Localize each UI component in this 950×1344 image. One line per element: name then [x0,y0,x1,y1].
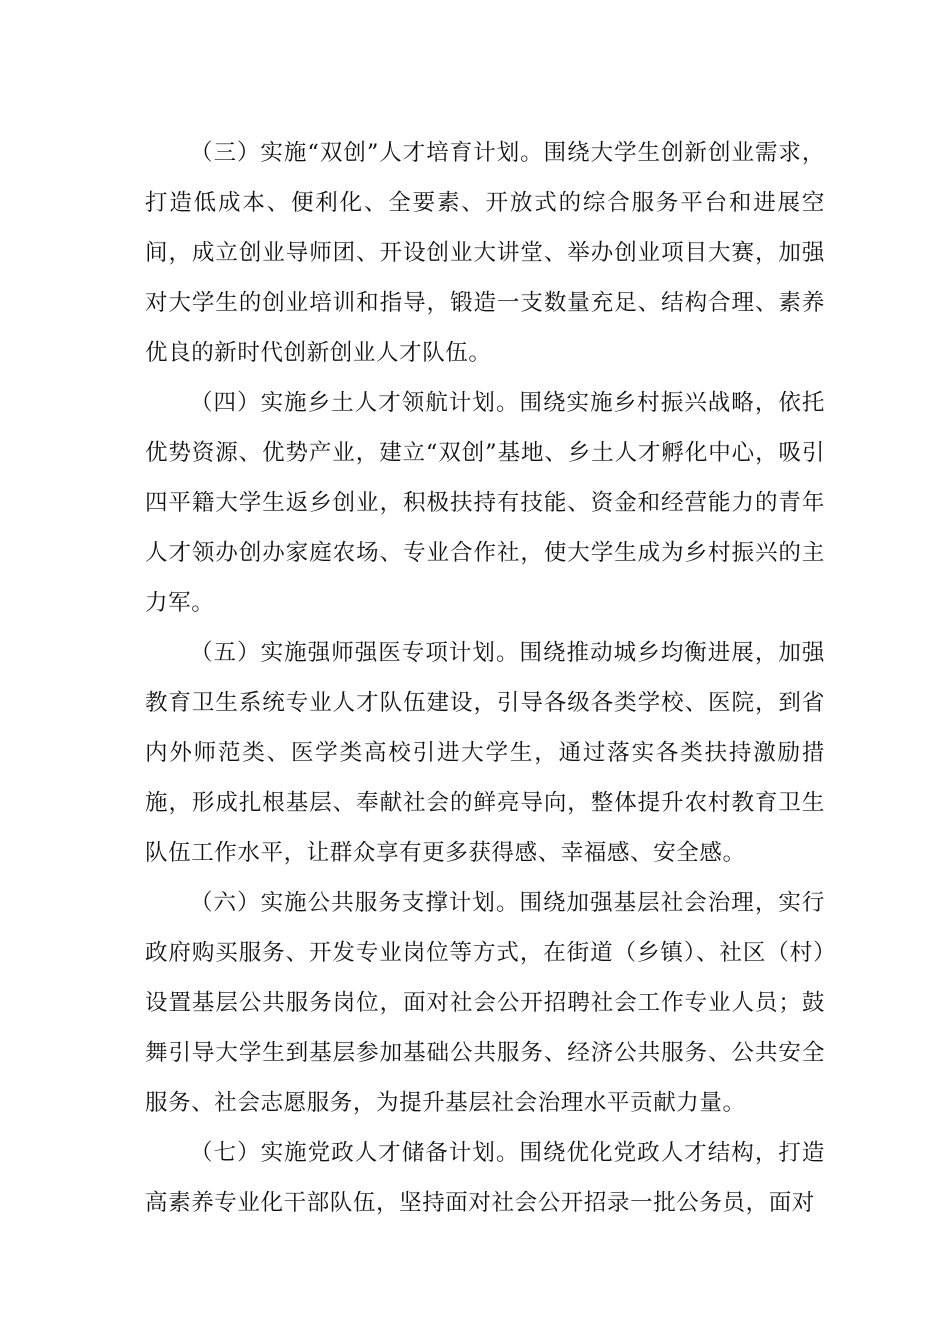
paragraph-6: （六）实施公共服务支撑计划。围绕加强基层社会治理，实行政府购买服务、开发专业岗位等方式，在街道（乡镇）、社区（村）设置基层公共服务岗位，面对社会公开招聘社会工作专业人员；鼓舞引导大学生到基层参加基础公共服务、经济公共服务、公共安全服务、社会志愿服务，为提升基层社会治理水平贡献力量。 [145,890,825,1116]
paragraph-5: （五）实施强师强医专项计划。围绕推动城乡均衡进展，加强教育卫生系统专业人才队伍建设，引导各级各类学校、医院，到省内外师范类、医学类高校引进大学生，通过落实各类扶持激励措施，形成扎根基层、奉献社会的鲜亮导向，整体提升农村教育卫生队伍工作水平，让群众享有更多获得感、幸福感、安全感。 [145,640,825,866]
paragraph-3: （三）实施“双创”人才培育计划。围绕大学生创新创业需求，打造低成本、便利化、全要素、开放式的综合服务平台和进展空间，成立创业导师团、开设创业大讲堂、举办创业项目大赛，加强对大学生的创业培训和指导，锻造一支数量充足、结构合理、素养优良的新时代创新创业人才队伍。 [145,140,825,366]
paragraph-4: （四）实施乡土人才领航计划。围绕实施乡村振兴战略，依托优势资源、优势产业，建立“双创”基地、乡土人才孵化中心，吸引四平籍大学生返乡创业，积极扶持有技能、资金和经营能力的青年人才领办创办家庭农场、专业合作社，使大学生成为乡村振兴的主力军。 [145,390,825,616]
paragraph-7: （七）实施党政人才储备计划。围绕优化党政人才结构，打造高素养专业化干部队伍，坚持面对社会公开招录一批公务员，面对 [145,1140,825,1216]
document-body [145,128,825,1228]
